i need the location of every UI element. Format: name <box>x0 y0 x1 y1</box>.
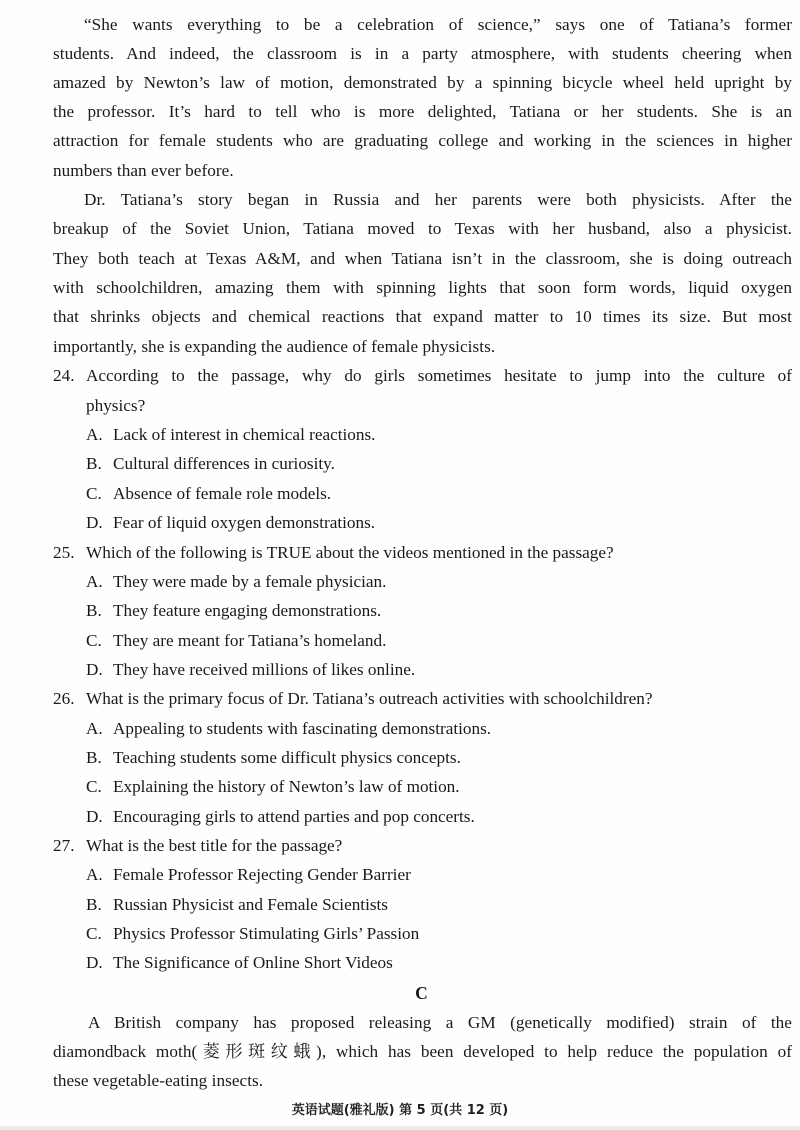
option-text: Lack of interest in chemical reactions. <box>113 425 376 444</box>
option-letter: C. <box>86 484 102 503</box>
option-text: Appealing to students with fascinating demonstrations. <box>113 719 492 738</box>
option-c[interactable] <box>86 631 386 651</box>
option-a[interactable] <box>86 425 375 445</box>
option-letter: D. <box>86 660 103 679</box>
option-text: They are meant for Tatiana’s homeland. <box>113 631 387 650</box>
question-number: 24. <box>53 366 75 385</box>
option-c[interactable] <box>86 777 460 797</box>
text-line: A British company has proposed releasing a GM (genetically modified) strain of the <box>88 1013 792 1032</box>
option-text: They feature engaging demonstrations. <box>113 601 382 620</box>
option-text: Female Professor Rejecting Gender Barrier <box>113 865 411 884</box>
option-letter: D. <box>86 953 103 972</box>
option-letter: C. <box>86 924 102 943</box>
option-c[interactable] <box>86 484 331 504</box>
question-number: 27. <box>53 836 75 855</box>
option-b[interactable] <box>86 454 335 474</box>
option-letter: D. <box>86 807 103 826</box>
option-letter: B. <box>86 601 102 620</box>
option-b[interactable] <box>86 895 388 915</box>
option-c[interactable] <box>86 924 419 944</box>
option-text: Physics Professor Stimulating Girls’ Passion <box>113 924 420 943</box>
section-heading-c: C <box>415 983 428 1003</box>
option-letter: A. <box>86 425 103 444</box>
option-text: Teaching students some difficult physics concepts. <box>113 748 461 767</box>
option-text: Absence of female role models. <box>113 484 332 503</box>
option-letter: B. <box>86 895 102 914</box>
question-number: 26. <box>53 689 75 708</box>
text-line: importantly, she is expanding the audience of female physicists. <box>53 337 496 356</box>
text-line: students. And indeed, the classroom is in a party atmosphere, with students cheering when <box>53 44 792 63</box>
option-letter: D. <box>86 513 103 532</box>
text-line: “She wants everything to be a celebration of science,” says one of Tatiana’s former <box>84 15 792 34</box>
option-a[interactable] <box>86 865 411 885</box>
text-line: that shrinks objects and chemical reactions that expand matter to 10 times its size. But most <box>53 307 792 326</box>
text-line: amazed by Newton’s law of motion, demonstrated by a spinning bicycle wheel held upright by <box>53 73 792 92</box>
text-line: diamondback moth(菱形斑纹蛾), which has been developed to help reduce the population of <box>53 1042 792 1061</box>
option-b[interactable] <box>86 748 461 768</box>
vertical-scrollbar[interactable] <box>791 0 800 1130</box>
text-line: numbers than ever before. <box>53 161 234 180</box>
option-letter: B. <box>86 454 102 473</box>
question-stem: physics? <box>86 396 146 415</box>
question-number: 25. <box>53 543 75 562</box>
option-d[interactable] <box>86 513 375 533</box>
option-letter: B. <box>86 748 102 767</box>
option-d[interactable] <box>86 660 415 680</box>
option-text: Fear of liquid oxygen demonstrations. <box>113 513 376 532</box>
question-stem: Which of the following is TRUE about the videos mentioned in the passage? <box>86 543 614 562</box>
option-text: Cultural differences in curiosity. <box>113 454 335 473</box>
question-stem: What is the primary focus of Dr. Tatiana’s outreach activities with schoolchildren? <box>86 689 653 708</box>
question-stem: According to the passage, why do girls sometimes hesitate to jump into the culture of <box>86 366 792 385</box>
page-bottom-edge <box>0 1126 800 1130</box>
text-line: with schoolchildren, amazing them with spinning lights that soon form words, liquid oxygen <box>53 278 792 297</box>
option-letter: C. <box>86 631 102 650</box>
option-text: They have received millions of likes online. <box>113 660 416 679</box>
option-letter: A. <box>86 865 103 884</box>
text-line: breakup of the Soviet Union, Tatiana moved to Texas with her husband, also a physicist. <box>53 219 792 238</box>
option-letter: C. <box>86 777 102 796</box>
option-d[interactable] <box>86 953 393 973</box>
page-footer: 英语试题(雅礼版) 第 5 页(共 12 页) <box>291 1103 509 1118</box>
option-letter: A. <box>86 719 103 738</box>
question-stem: What is the best title for the passage? <box>86 836 343 855</box>
option-a[interactable] <box>86 572 386 592</box>
option-text: Russian Physicist and Female Scientists <box>113 895 388 914</box>
text-line: attraction for female students who are graduating college and working in the sciences in higher <box>53 131 792 150</box>
text-line: these vegetable-eating insects. <box>53 1071 264 1090</box>
text-line: Dr. Tatiana’s story began in Russia and her parents were both physicists. After the <box>84 190 792 209</box>
option-text: Encouraging girls to attend parties and pop concerts. <box>113 807 475 826</box>
option-text: They were made by a female physician. <box>113 572 387 591</box>
option-a[interactable] <box>86 719 491 739</box>
text-line: the professor. It’s hard to tell who is more delighted, Tatiana or her students. She is an <box>53 102 792 121</box>
option-text: The Significance of Online Short Videos <box>113 953 393 972</box>
option-text: Explaining the history of Newton’s law of motion. <box>113 777 460 796</box>
option-b[interactable] <box>86 601 381 621</box>
option-d[interactable] <box>86 807 475 827</box>
option-letter: A. <box>86 572 103 591</box>
text-line: They both teach at Texas A&M, and when Tatiana isn’t in the classroom, she is doing outreach <box>53 249 792 268</box>
